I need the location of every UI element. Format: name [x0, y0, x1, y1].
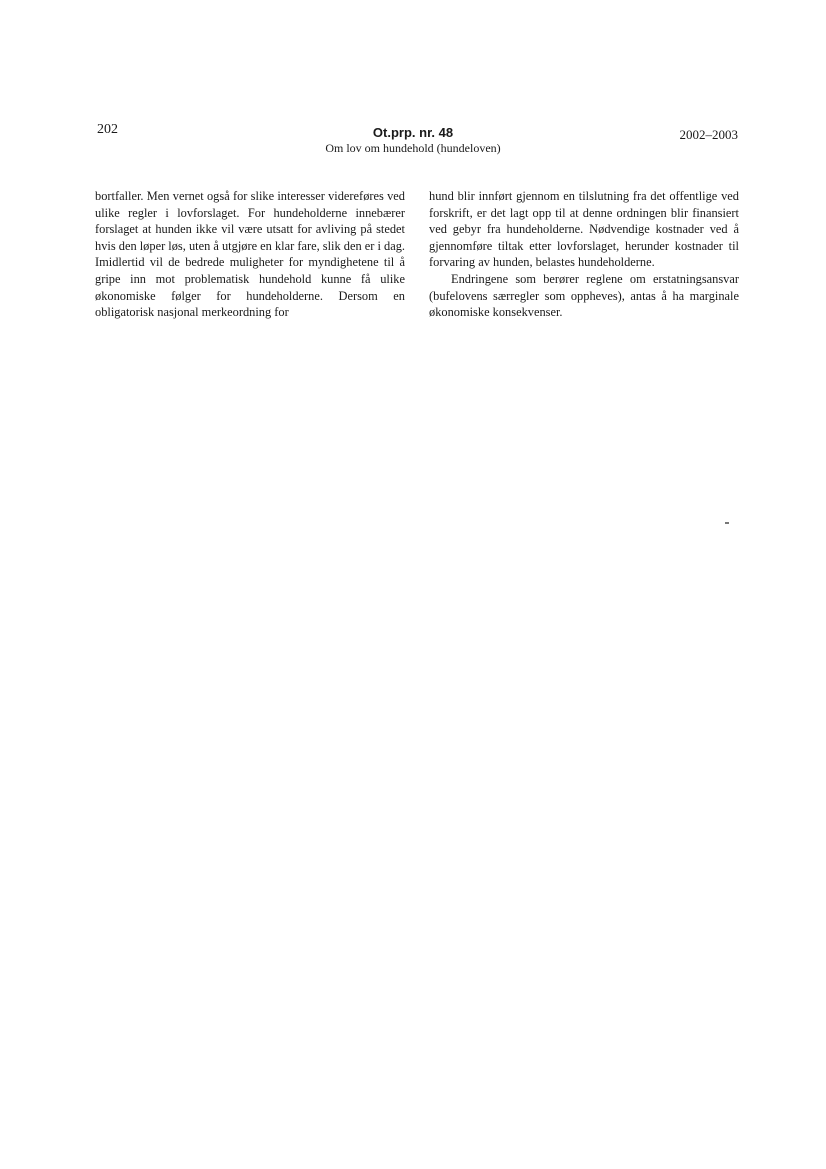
page-number: 202: [97, 122, 118, 137]
document-subtitle: Om lov om hundehold (hundeloven): [325, 141, 501, 155]
left-column: [95, 188, 405, 321]
session-year: 2002–2003: [679, 127, 738, 142]
scan-speck: [725, 522, 729, 524]
document-reference: Ot.prp. nr. 48: [372, 125, 454, 140]
paragraph: bortfaller. Men vernet også for slike interesser videreføres ved ulike regler i lovforslaget. For hundeholderne innebærer forslaget at hunden ikke vil være utsatt for avliving på stedet hvis den løper løs, uten å utgjøre en klar fare, slik den er i dag. Imidlertid vil de bedrede muligheter for myndighetene til å gripe inn mot problematisk hundehold kunne få ulike økonomiske følger for hundeholderne. Dersom en obligatorisk nasjonal merkeordning for: [95, 189, 406, 320]
header-center: [290, 124, 536, 156]
right-column: [429, 188, 739, 321]
paragraph: hund blir innført gjennom en tilslutning fra det offentlige ved forskrift, er det lagt opp til at denne ordningen blir finansiert ved gebyr fra hundeholderne. Nødvendige kostnader ved å gjennomføre tiltak etter lovforslaget, herunder kostnader til forvaring av hunden, belastes hundeholderne.: [429, 189, 739, 270]
paragraph: Endringene som berører reglene om erstatningsansvar (bufelovens særregler som oppheves), antas å ha marginale økonomiske konsekvenser.: [429, 271, 739, 320]
